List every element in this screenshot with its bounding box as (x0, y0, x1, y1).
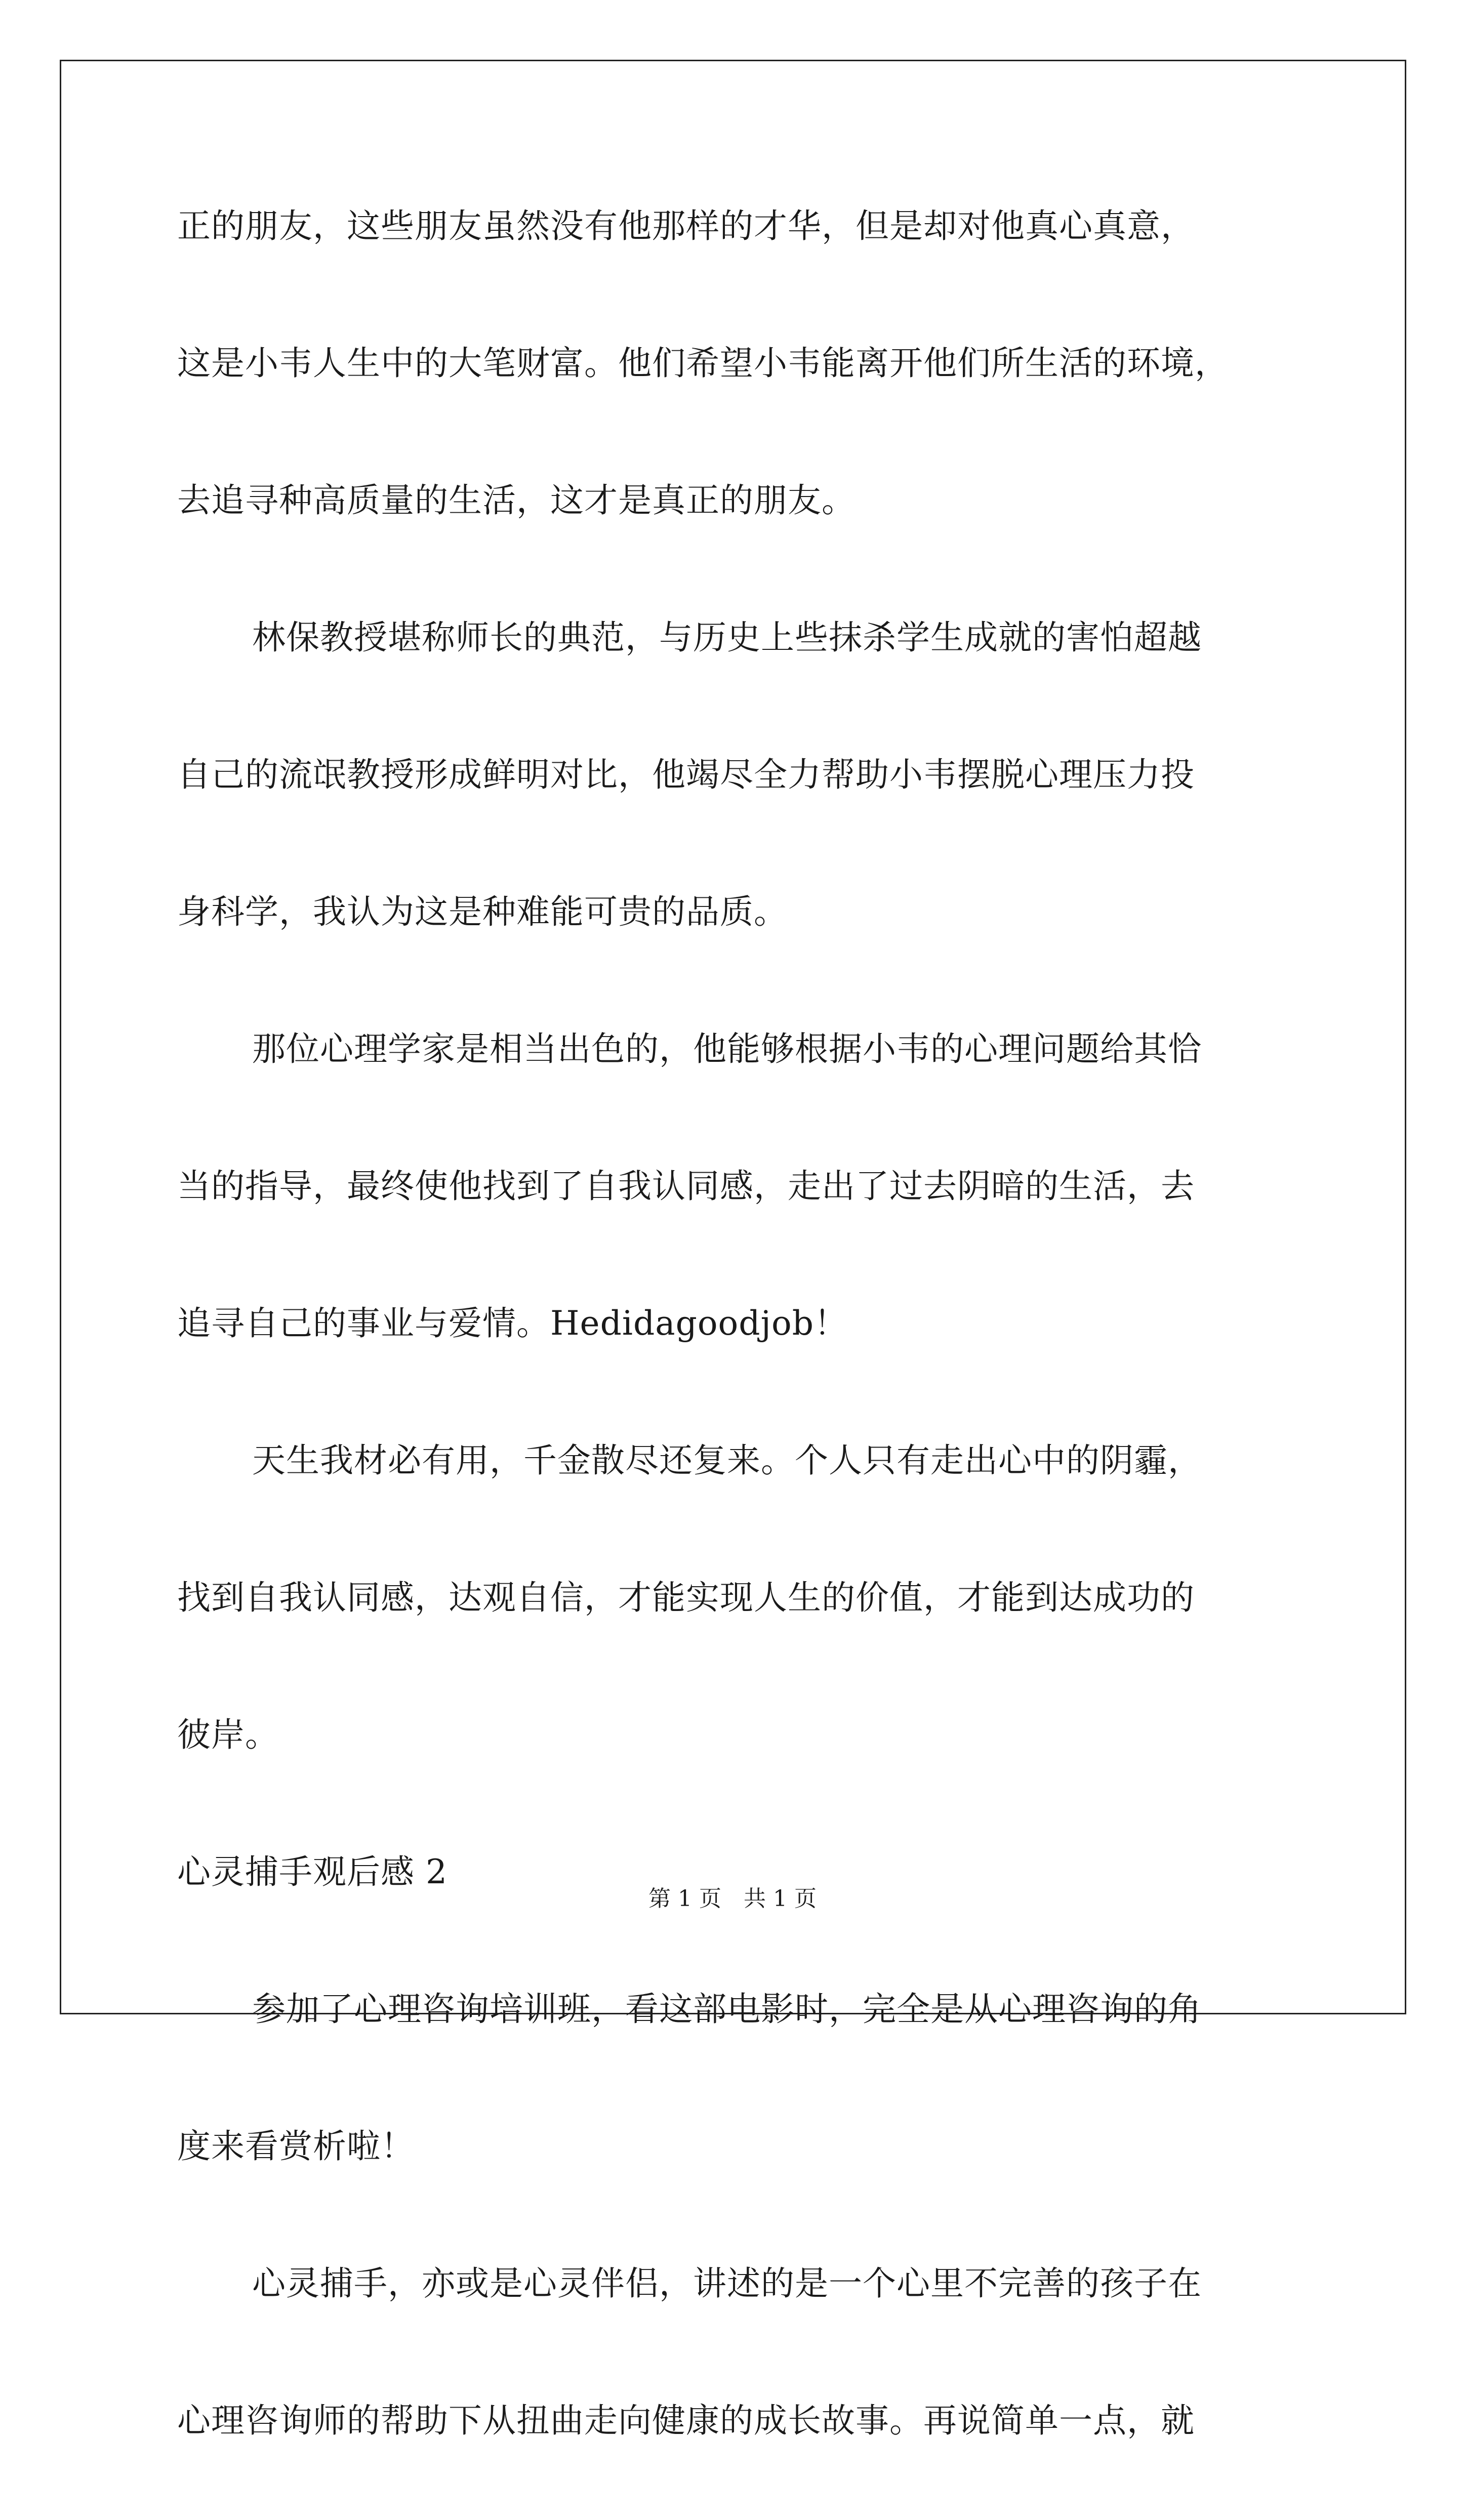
text-line: 心理咨询师的帮助下从扭曲走向健康的成长故事。再说简单一点，就 (177, 2401, 1195, 2440)
page-total: 共 1 页 (744, 1886, 817, 1912)
text-line: 度来看赏析啦！ (177, 2127, 415, 2166)
text-line: 这是小韦人生中的大笔财富。他们希望小韦能离开他们所生活的环境， (177, 344, 1229, 383)
paragraph-start-line: 那位心理学家是相当出色的，他能够根据小韦的心理问题给其恰 (252, 1029, 1202, 1068)
paragraph-start-line: 天生我材必有用，千金散尽还复来。个人只有走出心中的阴霾， (252, 1441, 1202, 1480)
text-line: 自己的流氓教授形成鲜明对比，他竭尽全力帮助小韦摆脱心理压力投 (177, 755, 1195, 794)
text-line: 找到自我认同感，达观自信，才能实现人生的价值，才能到达成功的 (177, 1578, 1195, 1617)
text-line: 追寻自己的事业与爱情。Hedidagoodjob！ (177, 1304, 848, 1343)
text-line: 当的指导，最终使他找到了自我认同感，走出了过去阴暗的生活，去 (177, 1167, 1195, 1206)
paragraph-start-line: 林保教授堪称师长的典范，与历史上些抹杀学生成就的害怕超越 (252, 618, 1202, 657)
paragraph-start-line: 心灵捕手，亦或是心灵伴侣，讲述的是一个心里不完善的孩子在 (252, 2264, 1202, 2303)
text-line: 去追寻种高质量的生活，这才是真正的朋友。 (177, 481, 856, 520)
text-line: 身科学，我认为这是种难能可贵的品质。 (177, 892, 788, 931)
section-heading: 心灵捕手观后感 2 (177, 1852, 447, 1891)
text-line: 正的朋友，这些朋友虽然没有他那样的才华，但是却对他真心真意， (177, 206, 1195, 245)
page-number: 第 1 页 (648, 1886, 721, 1912)
text-line: 彼岸。 (177, 1715, 279, 1754)
paragraph-start-line: 参加了心理咨询培训班，看这部电影时，完全是从心理咨询的角 (252, 1990, 1202, 2029)
document-body (177, 188, 1306, 2520)
page-footer (0, 1884, 1465, 1914)
